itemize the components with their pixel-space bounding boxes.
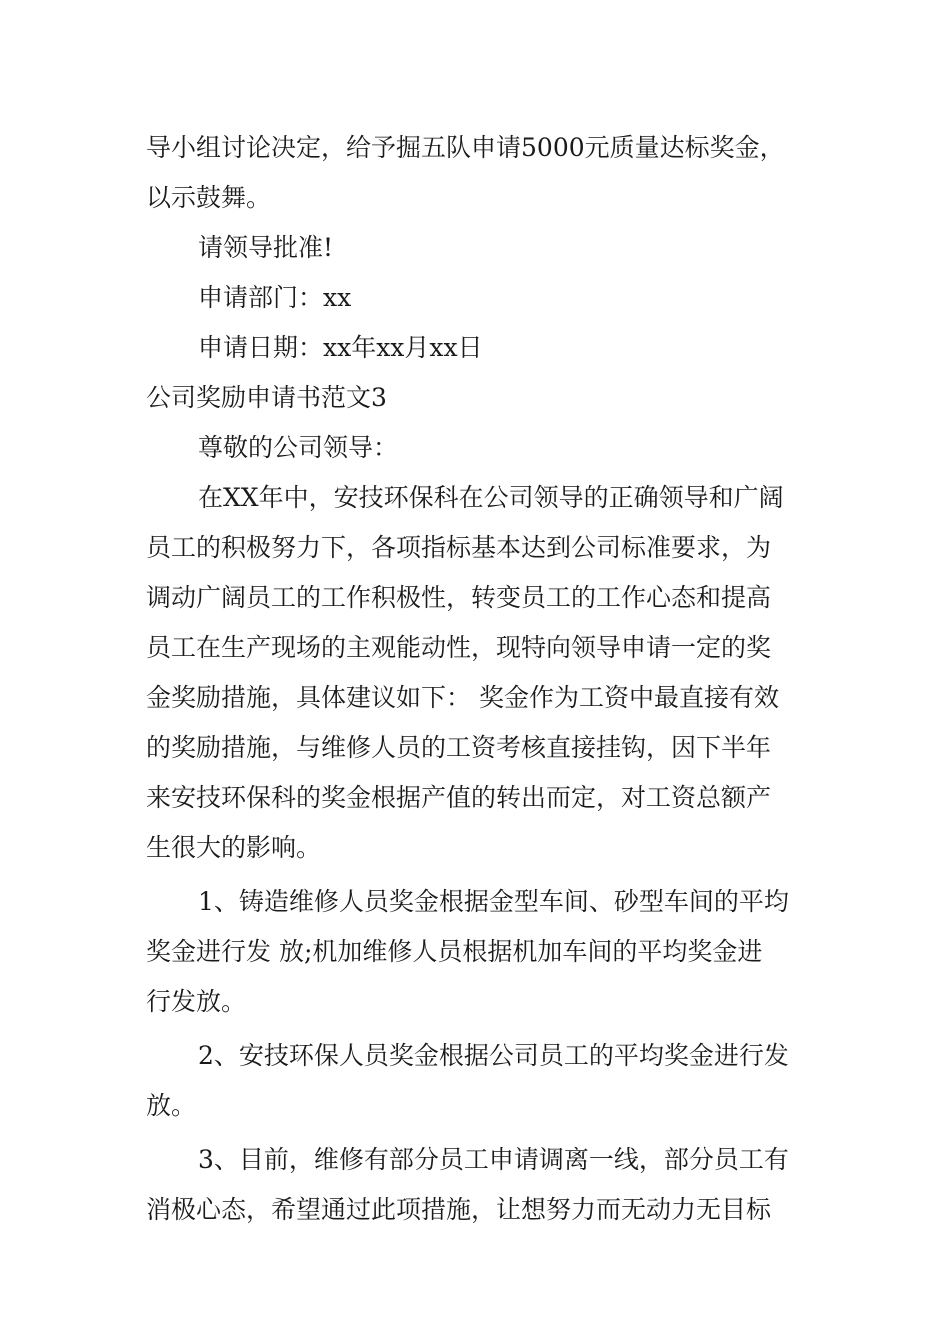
text-line: 奖金进行发 放;机加维修人员根据机加车间的平均奖金进 [146,937,763,966]
approval-request: 请领导批准! [198,233,334,262]
text-line: 1、铸造维修人员奖金根据金型车间、砂型车间的平均 [198,887,789,916]
text-line: 金奖励措施，具体建议如下： 奖金作为工资中最直接有效 [146,683,779,712]
document-body [146,123,810,1235]
section-heading: 公司奖励申请书范文3 [146,383,387,412]
text-line: 来安技环保科的奖金根据产值的转出而定，对工资总额产 [146,783,772,812]
item-3-paragraph [146,1135,810,1235]
text-line: 3、目前，维修有部分员工申请调离一线，部分员工有 [198,1145,789,1174]
text-line: 的奖励措施，与维修人员的工资考核直接挂钩，因下半年 [146,733,772,762]
text-line: 调动广阔员工的工作积极性，转变员工的工作心态和提高 [146,583,772,612]
text-line: 生很大的影响。 [146,833,322,862]
text-line: 以示鼓舞。 [146,183,272,212]
text-line: 导小组讨论决定，给予掘五队申请5000元质量达标奖金， [146,133,785,162]
text-line: 在XX年中，安技环保科在公司领导的正确领导和广阔 [198,483,784,512]
applicant-department: 申请部门：xx [198,283,352,312]
previous-paragraph-tail [146,123,810,223]
text-line: 消极心态，希望通过此项措施，让想努力而无动力无目标 [146,1195,772,1224]
item-1-paragraph [146,877,810,1027]
intro-paragraph [146,473,810,873]
text-line: 放。 [146,1091,197,1120]
application-date: 申请日期：xx年xx月xx日 [198,333,483,362]
text-line: 行发放。 [146,987,247,1016]
text-line: 员工在生产现场的主观能动性，现特向领导申请一定的奖 [146,633,772,662]
salutation: 尊敬的公司领导： [198,433,399,462]
text-line: 2、安技环保人员奖金根据公司员工的平均奖金进行发 [198,1041,789,1070]
text-line: 员工的积极努力下，各项指标基本达到公司标准要求，为 [146,533,772,562]
item-2-paragraph [146,1031,810,1131]
